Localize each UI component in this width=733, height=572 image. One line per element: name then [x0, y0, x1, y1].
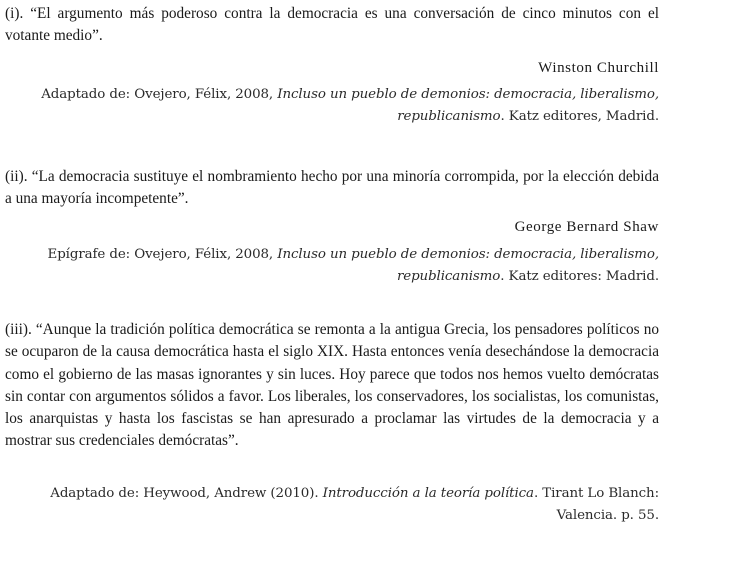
author-1: Winston Churchill: [538, 60, 659, 76]
source-1-prefix: Adaptado de: Ovejero, Félix, 2008,: [41, 87, 278, 102]
source-1-title: Incluso un pueblo de demonios: democracia, liberalismo, republicanismo: [277, 87, 659, 125]
source-1: [5, 84, 659, 129]
source-2-prefix: Epígrafe de: Ovejero, Félix, 2008,: [47, 247, 278, 262]
quote-2: (ii). “La democracia sustituye el nombramiento hecho por una minoría corrompida, por la elección debida a una mayoría incompetente”.: [5, 168, 659, 208]
source-3-suffix: . Tirant Lo Blanch: Valencia. p. 55.: [533, 486, 659, 524]
source-1-suffix: . Katz editores, Madrid.: [500, 109, 659, 125]
source-3: [5, 483, 659, 528]
source-2-title: Incluso un pueblo de demonios: democracia, liberalismo, republicanismo: [277, 247, 659, 285]
quote-1: (i). “El argumento más poderoso contra la democracia es una conversación de cinco minutos con el votante medio”.: [5, 5, 659, 45]
source-2-suffix: . Katz editores: Madrid.: [500, 269, 659, 285]
author-2: George Bernard Shaw: [514, 219, 659, 235]
source-3-prefix: Adaptado de: Heywood, Andrew (2010).: [50, 486, 323, 501]
source-2: [5, 244, 659, 289]
quote-3: (iii). “Aunque la tradición política democrática se remonta a la antigua Grecia, los pensadores políticos no se ocuparon de la causa democrática hasta el siglo XIX. Hasta entonces venía desechándose la democracia como el gobierno de las masas ignorantes y sin luces. Hoy parece que todos nos hemos vuelto demócratas sin contar con argumentos sólidos a favor. Los liberales, los conservadores, los socialistas, los comunistas, los anarquistas y hasta los fascistas se han apresurado a proclamar las virtudes de la democracia y a mostrar sus credenciales demócratas”.: [5, 321, 659, 450]
source-3-title: Introducción a la teoría política: [322, 486, 534, 501]
